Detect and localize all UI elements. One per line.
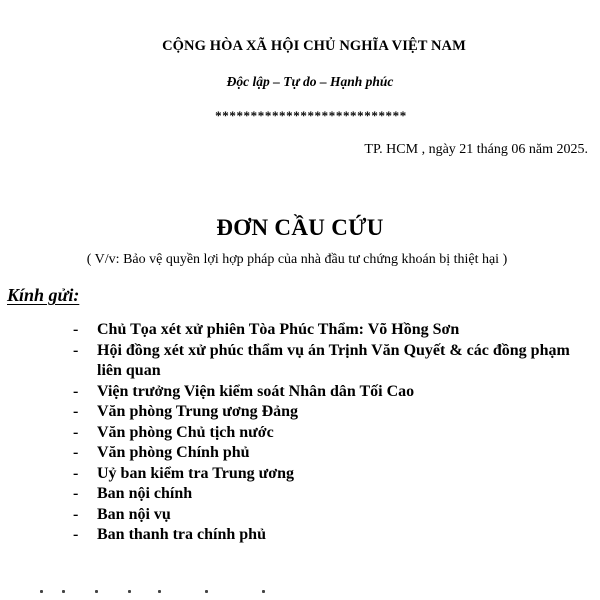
- text-fragment: [262, 590, 265, 593]
- bullet-dash: -: [73, 341, 79, 359]
- recipient-text: Chủ Tọa xét xử phiên Tòa Phúc Thẩm: Võ Hồng Sơn: [97, 321, 460, 338]
- document-title: ĐƠN CẦU CỨU: [216, 215, 384, 240]
- recipient-text: Văn phòng Trung ương Đảng: [97, 403, 299, 420]
- bullet-dash: -: [73, 526, 79, 543]
- recipient-item: [0, 341, 600, 382]
- recipient-text: Uỷ ban kiểm tra Trung ương: [97, 464, 295, 482]
- recipient-item: [0, 505, 600, 526]
- recipient-item: [0, 382, 600, 403]
- kinh-gui-heading: Kính gửi:: [7, 285, 80, 305]
- recipient-text: Văn phòng Chính phủ: [97, 444, 250, 461]
- recipient-text: Văn phòng Chủ tịch nước: [97, 423, 274, 441]
- text-fragment: [205, 590, 208, 593]
- national-title: CỘNG HÒA XÃ HỘI CHỦ NGHĨA VIỆT NAM: [162, 38, 466, 54]
- recipient-text: Viện trưởng Viện kiểm soát Nhân dân Tối Cao: [97, 382, 415, 400]
- national-motto: Độc lập – Tự do – Hạnh phúc: [226, 74, 394, 89]
- recipient-text: Ban nội chính: [97, 485, 193, 502]
- bullet-dash: -: [73, 485, 79, 502]
- recipient-text: Ban thanh tra chính phủ: [97, 526, 266, 543]
- text-fragment: [128, 590, 131, 593]
- text-fragment: [95, 590, 98, 593]
- recipient-item: [0, 402, 600, 423]
- bullet-dash: -: [73, 505, 79, 523]
- recipient-item: [0, 320, 600, 341]
- recipient-item: [0, 525, 600, 546]
- bullet-dash: -: [73, 423, 79, 441]
- date-line: TP. HCM , ngày 21 tháng 06 năm 2025.: [364, 142, 588, 157]
- separator-stars: ***************************: [215, 108, 407, 123]
- bullet-dash: -: [73, 444, 79, 461]
- text-fragment: [158, 590, 161, 593]
- bullet-dash: -: [73, 403, 79, 420]
- recipient-item: [0, 484, 600, 505]
- text-fragment: [62, 590, 65, 593]
- recipient-text: Ban nội vụ: [97, 505, 171, 523]
- recipient-item: [0, 443, 600, 464]
- recipient-item: [0, 423, 600, 444]
- text-fragment: [40, 590, 43, 593]
- bullet-dash: -: [73, 382, 79, 400]
- recipient-list: [0, 320, 600, 546]
- bullet-dash: -: [73, 321, 79, 338]
- cropped-next-line: [0, 590, 600, 600]
- recipient-item: [0, 464, 600, 485]
- recipient-text: Hội đồng xét xử phúc thẩm vụ án Trịnh Văn Quyết & các đồng phạm liên quan: [97, 341, 570, 379]
- document-subject: ( V/v: Bảo vệ quyền lợi hợp pháp của nhà đầu tư chứng khoán bị thiệt hại ): [86, 252, 508, 267]
- bullet-dash: -: [73, 464, 79, 482]
